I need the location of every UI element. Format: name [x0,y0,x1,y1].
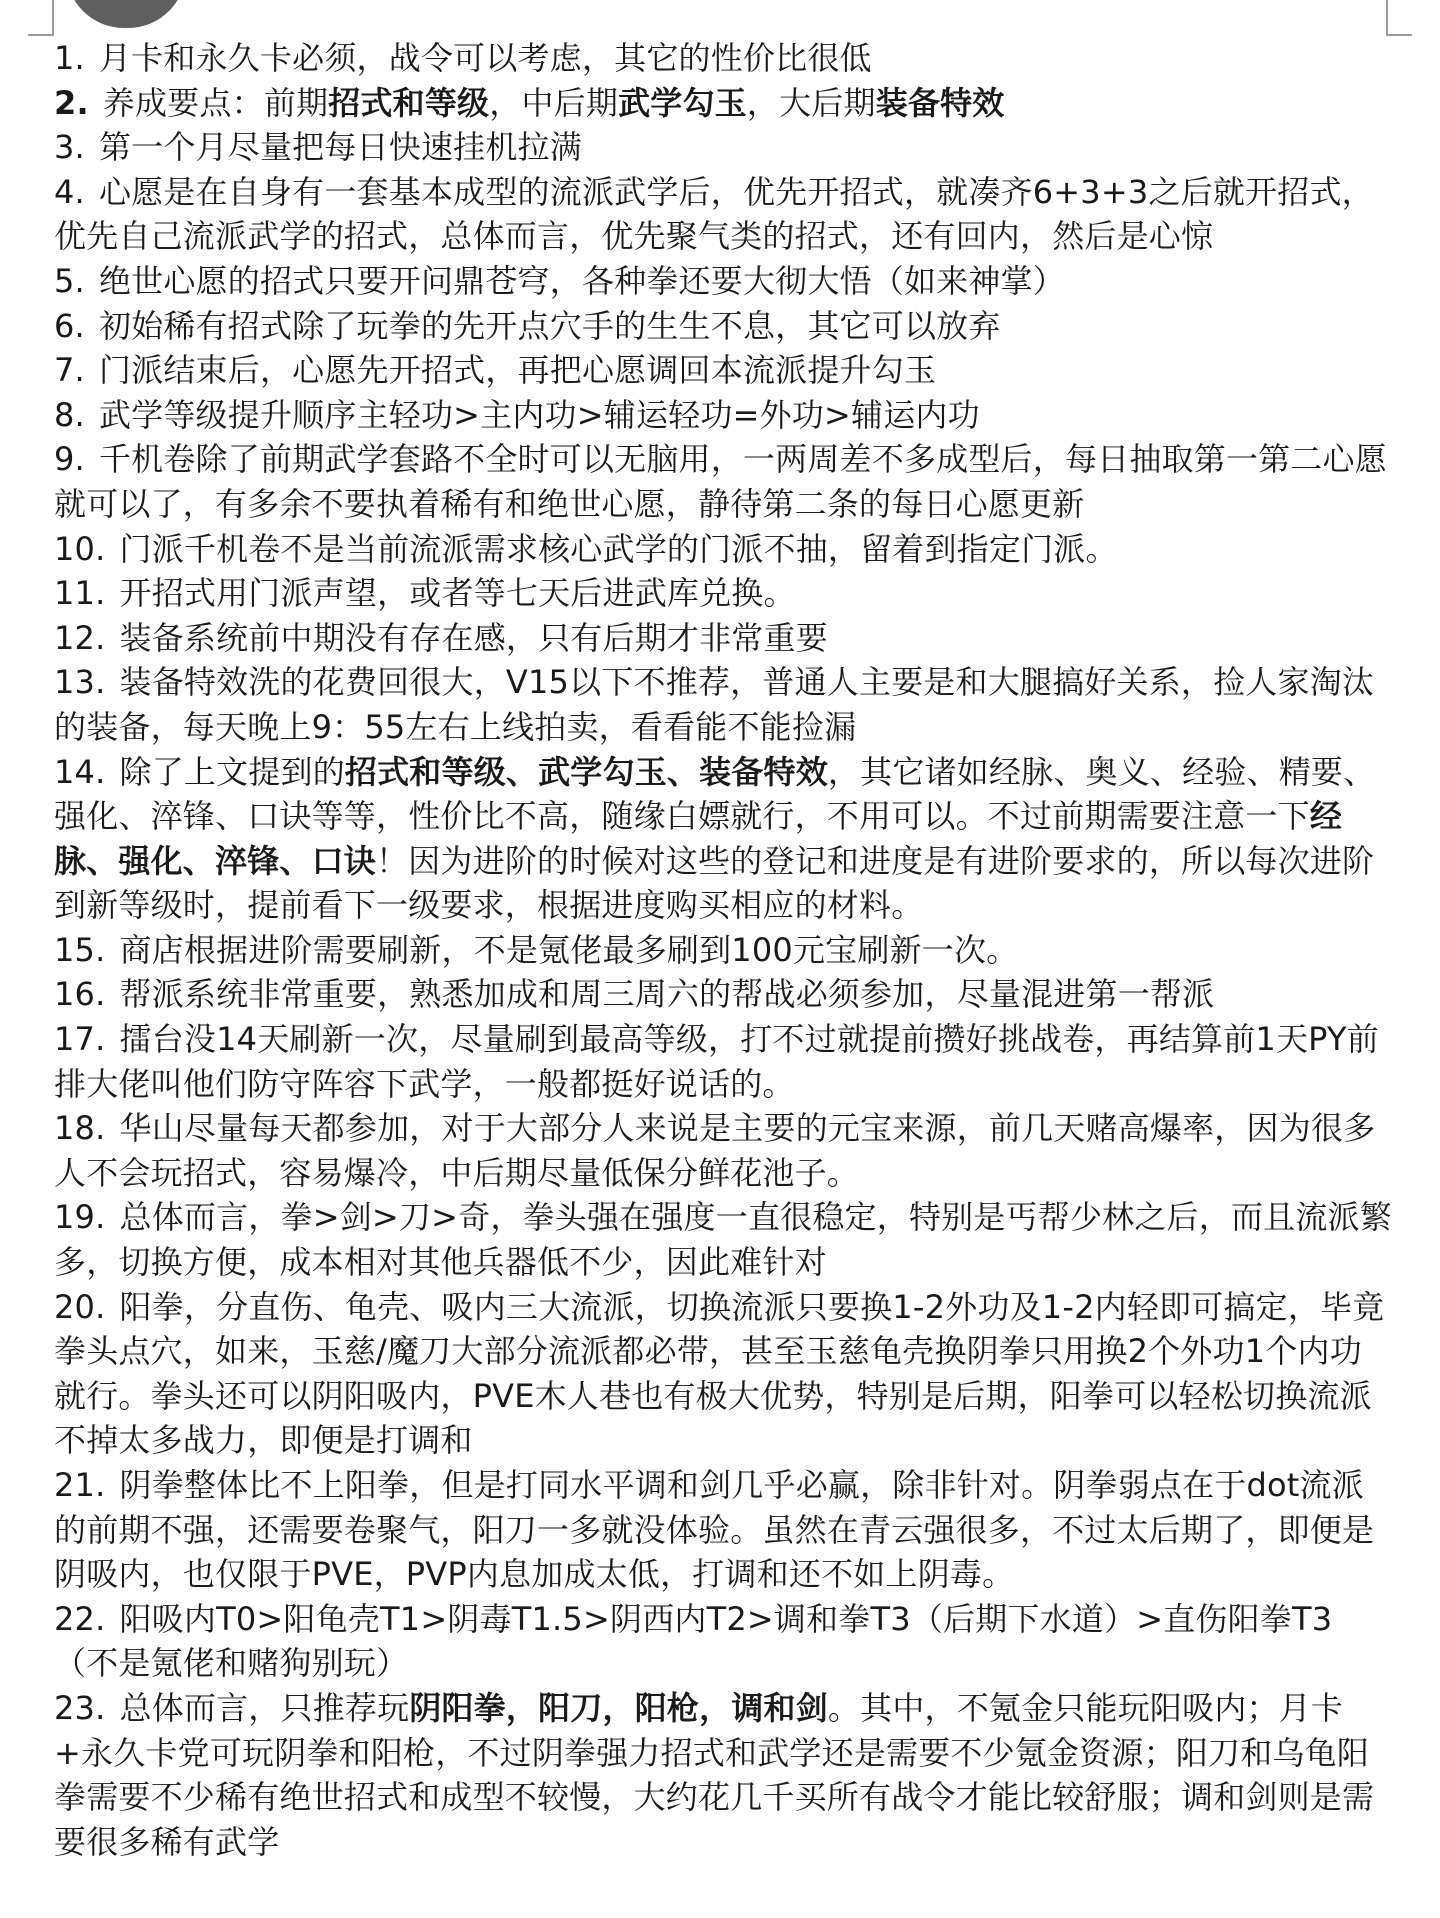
list-item [54,437,1394,526]
item-number: 10. [54,529,106,568]
item-text-bold: 招式和等级、武学勾玉、装备特效 [344,752,828,791]
item-text: ，其它诸如经脉、奥义、经验、精要、强化、淬锋、口诀等等，性价比不高，随缘白嫖就行，不用可以。不过前期需要注意一下 [54,752,1376,836]
item-number: 16. [54,975,106,1014]
list-item [54,1017,1394,1106]
item-number: 8. [54,395,85,434]
item-text: 商店根据进阶需要刷新，不是氪佬最多刷到100元宝刷新一次。 [119,930,1019,969]
list-item [54,81,1394,126]
item-text: 总体而言，只推荐玩 [119,1688,410,1727]
item-text: 总体而言，拳>剑>刀>奇，拳头强在强度一直很稳定，特别是丐帮少林之后，而且流派繁多，切换方便，成本相对其他兵器低不少，因此难针对 [54,1198,1392,1282]
item-text: 绝世心愿的招式只要开问鼎苍穹，各种拳还要大彻大悟（如来神掌） [98,261,1065,300]
item-text: 装备特效洗的花费回很大，V15以下不推荐，普通人主要是和大腿搞好关系，捡人家淘汰的装备，每天晚上9：55左右上线拍卖，看看能不能捡漏 [54,663,1375,746]
item-number: 13. [54,663,106,702]
list-item [54,972,1394,1017]
list-item [54,125,1394,170]
item-number: 5. [54,261,85,300]
item-text-bold: 招式和等级 [328,83,490,122]
list-item [54,170,1394,259]
item-text-bold: 阴阳拳，阳刀，阳枪，调和剑 [409,1688,828,1727]
item-text: 阳吸内T0>阳龟壳T1>阴毒T1.5>阴西内T2>调和拳T3（后期下水道）>直伤阳拳T3（不是氪佬和赌狗别玩） [54,1599,1333,1683]
list-item [54,393,1394,438]
item-text-bold: 装备特效 [875,83,1005,122]
item-number: 9. [54,440,85,479]
item-number: 3. [54,128,85,167]
page-corner-mark-right [1386,0,1412,36]
item-text: 武学等级提升顺序主轻功>主内功>辅运轻功=外功>辅运内功 [98,395,980,434]
item-text: 初始稀有招式除了玩拳的先开点穴手的生生不息，其它可以放弃 [98,306,1001,345]
list-item [54,304,1394,349]
item-text: ，大后期 [746,83,876,122]
list-item [54,660,1394,749]
list-item [54,1106,1394,1195]
item-text: 千机卷除了前期武学套路不全时可以无脑用，一两周差不多成型后，每日抽取第一第二心愿就可以了，有多余不要执着稀有和绝世心愿，静待第二条的每日心愿更新 [54,440,1387,523]
list-item [54,1686,1394,1864]
item-text: 月卡和永久卡必须，战令可以考虑，其它的性价比很低 [98,39,872,77]
item-number: 20. [54,1287,106,1326]
item-number: 22. [54,1599,106,1638]
document-body [54,36,1394,1864]
item-text: 擂台没14天刷新一次，尽量刷到最高等级，打不过就提前攒好挑战卷，再结算前1天PY前排大佬叫他们防守阵容下武学，一般都挺好说话的。 [54,1020,1379,1103]
list-item [54,928,1394,973]
item-number: 19. [54,1198,106,1237]
list-item [54,348,1394,393]
item-text: 养成要点：前期 [102,83,329,122]
item-text: 。其中，不氪金只能玩阳吸内；月卡+永久卡党可玩阴拳和阳枪，不过阴拳强力招式和武学还是需要不少氪金资源；阳刀和乌龟阳拳需要不少稀有绝世招式和成型不较慢，大约花几千买所有战令才能比较舒服；调和剑则是需要很多稀有武学 [54,1688,1375,1861]
item-text: 阳拳，分直伤、龟壳、吸内三大流派，切换流派只要换1-2外功及1-2内轻即可搞定，毕竟拳头点穴，如来，玉慈/魔刀大部分流派都必带，甚至玉慈龟壳换阴拳只用换2个外功1个内功就行。拳头还可以阴阳吸内，PVE木人巷也有极大优势，特别是后期，阳拳可以轻松切换流派不掉太多战力，即便是打调和 [54,1287,1385,1460]
list-item [54,616,1394,661]
item-number: 18. [54,1109,106,1148]
item-number: 23. [54,1688,106,1727]
list-item [54,36,1394,81]
item-text: 门派千机卷不是当前流派需求核心武学的门派不抽，留着到指定门派。 [119,529,1118,568]
item-text: 心愿是在自身有一套基本成型的流派武学后，优先开招式，就凑齐6+3+3之后就开招式，优先自己流派武学的招式，总体而言，优先聚气类的招式，还有回内，然后是心惊 [54,172,1374,256]
list-item [54,750,1394,928]
item-number: 1. [54,39,85,77]
item-text-bold: 经脉、强化、淬锋、口诀 [54,797,1343,880]
item-number: 7. [54,351,85,390]
list-item [54,1285,1394,1463]
list-item [54,571,1394,616]
item-number: 2. [54,83,89,122]
item-number: 17. [54,1020,106,1059]
item-text: 装备系统前中期没有存在感，只有后期才非常重要 [119,618,828,657]
item-text-bold: 武学勾玉 [618,83,747,122]
item-number: 15. [54,930,106,969]
item-text: 帮派系统非常重要，熟悉加成和周三周六的帮战必须参加，尽量混进第一帮派 [119,975,1215,1014]
item-text: ，中后期 [489,83,619,122]
item-text: 门派结束后，心愿先开招式，再把心愿调回本流派提升勾玉 [98,351,937,390]
item-text: 阴拳整体比不上阳拳，但是打同水平调和剑几乎必赢，除非针对。阴拳弱点在于dot流派的前期不强，还需要卷聚气，阳刀一多就没体验。虽然在青云强很多，不过太后期了，即便是阴吸内，也仅限于PVE，PVP内息加成太低，打调和还不如上阴毒。 [54,1466,1375,1594]
item-number: 14. [54,752,106,791]
top-overlay-shape [66,0,186,28]
item-text: 开招式用门派声望，或者等七天后进武库兑换。 [119,574,796,613]
list-item [54,1463,1394,1597]
list-item [54,527,1394,572]
list-item [54,259,1394,304]
item-text: 华山尽量每天都参加，对于大部分人来说是主要的元宝来源，前几天赌高爆率，因为很多人不会玩招式，容易爆冷，中后期尽量低保分鲜花池子。 [54,1109,1376,1192]
item-number: 4. [54,172,85,211]
item-number: 12. [54,618,106,657]
item-text: ！因为进阶的时候对这些的登记和进度是有进阶要求的，所以每次进阶到新等级时，提前看下一级要求，根据进度购买相应的材料。 [54,841,1375,925]
item-number: 6. [54,306,85,345]
item-text: 第一个月尽量把每日快速挂机拉满 [98,128,582,167]
item-text: 除了上文提到的 [119,752,345,791]
page-corner-mark-left [28,0,54,36]
item-number: 11. [54,574,106,613]
list-item [54,1195,1394,1284]
item-number: 21. [54,1466,106,1504]
list-item [54,1597,1394,1686]
